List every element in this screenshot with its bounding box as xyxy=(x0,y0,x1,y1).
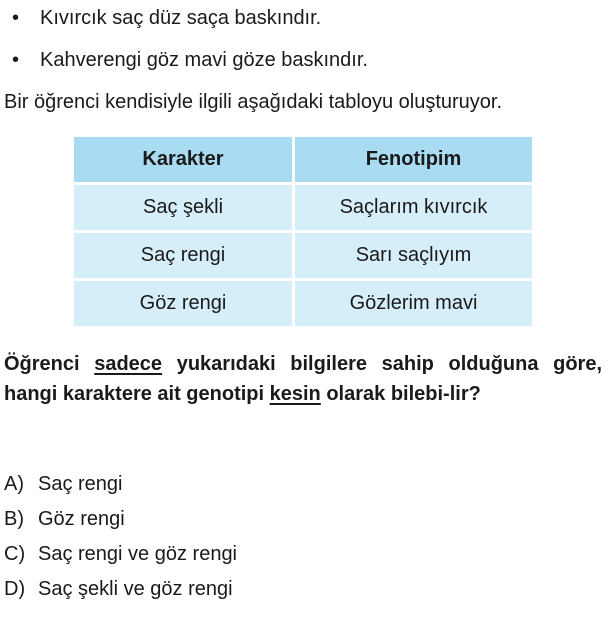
table-cell: Saçlarım kıvırcık xyxy=(295,185,532,230)
bullet-marker: • xyxy=(12,49,20,71)
table-header-cell: Fenotipim xyxy=(295,137,532,182)
option-text: Saç şekli ve göz rengi xyxy=(38,578,233,600)
question-emphasis: sadece xyxy=(94,353,163,375)
question-part: Öğrenci xyxy=(4,353,95,375)
option-letter: A) xyxy=(4,473,24,495)
trait-table xyxy=(71,134,535,329)
table-row xyxy=(74,185,532,230)
answer-option-c[interactable] xyxy=(4,540,237,575)
intro-text: Bir öğrenci kendisiyle ilgili aşağıdaki tabloyu oluşturuyor. xyxy=(4,91,503,113)
option-text: Saç rengi ve göz rengi xyxy=(38,543,238,565)
answer-option-a[interactable] xyxy=(4,470,237,505)
question-emphasis: kesin xyxy=(269,383,321,405)
answer-option-d[interactable] xyxy=(4,575,237,610)
table-cell: Göz rengi xyxy=(74,281,292,326)
question-part: olarak bilebi-lir? xyxy=(320,383,481,405)
table-cell: Gözlerim mavi xyxy=(295,281,532,326)
bullet-item xyxy=(12,6,321,30)
option-text: Saç rengi xyxy=(38,473,123,495)
question-text xyxy=(4,349,602,409)
bullet-marker: • xyxy=(12,7,20,29)
bullet-item xyxy=(12,48,368,72)
bullet-text: Kıvırcık saç düz saça baskındır. xyxy=(40,7,322,29)
option-letter: D) xyxy=(4,578,26,600)
table-row xyxy=(74,281,532,326)
answer-options xyxy=(4,470,237,610)
option-text: Göz rengi xyxy=(38,508,125,530)
table-cell: Saç şekli xyxy=(74,185,292,230)
bullet-text: Kahverengi göz mavi göze baskındır. xyxy=(40,49,368,71)
option-letter: B) xyxy=(4,508,24,530)
table-header-row xyxy=(74,137,532,182)
table-row xyxy=(74,233,532,278)
option-letter: C) xyxy=(4,543,26,565)
answer-option-b[interactable] xyxy=(4,505,237,540)
table-cell: Saç rengi xyxy=(74,233,292,278)
table-cell: Sarı saçlıyım xyxy=(295,233,532,278)
question-part: yukarıdaki bilgilere sahip olduğuna göre, hangi karaktere ait genotipi xyxy=(4,353,602,405)
table-header-cell: Karakter xyxy=(74,137,292,182)
